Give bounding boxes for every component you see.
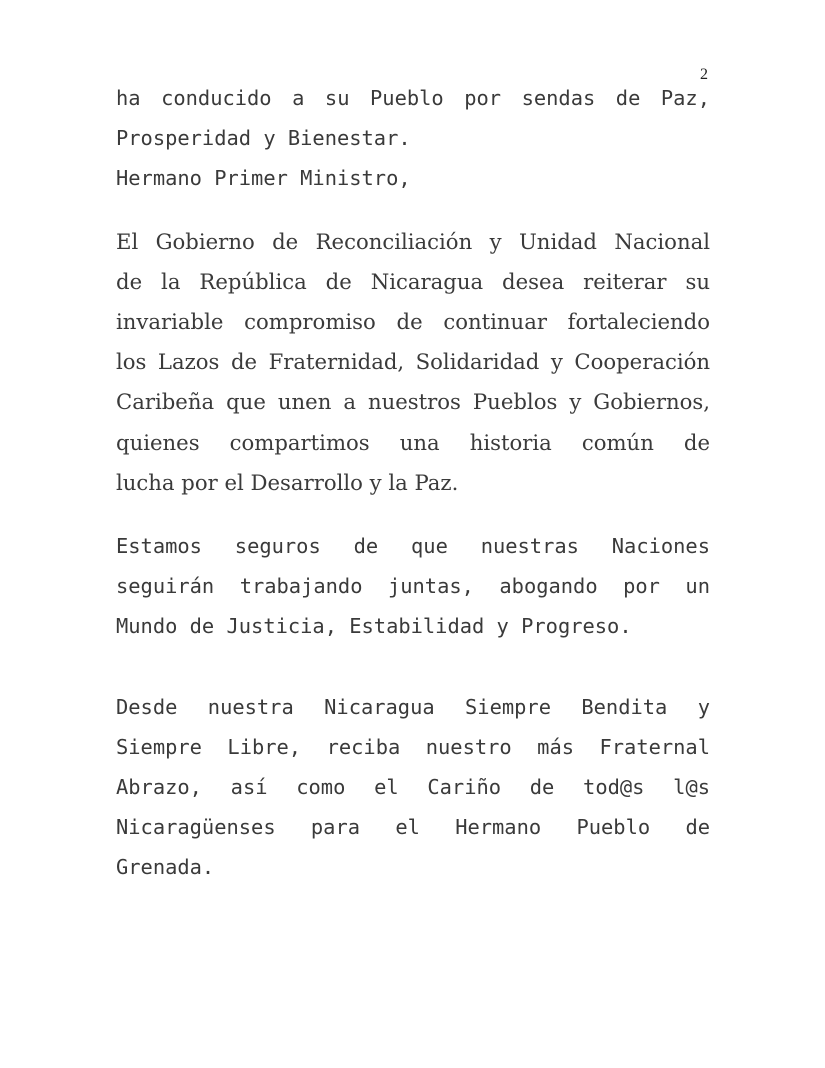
text-line: quienes compartimos una historia común de: [116, 429, 710, 455]
text-line: seguirán trabajando juntas, abogando por un: [116, 574, 710, 599]
text-line: los Lazos de Fraternidad, Solidaridad y Cooperación: [116, 349, 710, 375]
text-line: lucha por el Desarrollo y la Paz.: [116, 469, 459, 495]
text-line: El Gobierno de Reconciliación y Unidad Nacional: [116, 228, 710, 254]
text-line: Hermano Primer Ministro,: [116, 166, 411, 191]
text-line: Abrazo, así como el Cariño de tod@s l@s: [116, 775, 710, 800]
spacer: [116, 647, 710, 687]
text-line: Estamos seguros de que nuestras Naciones: [116, 534, 710, 559]
text-line: Desde nuestra Nicaragua Siempre Bendita y: [116, 694, 710, 719]
spacer: [116, 199, 710, 222]
document-body: [116, 78, 710, 888]
text-line: ha conducido a su Pueblo por sendas de Paz,: [116, 86, 710, 110]
text-line: Mundo de Justicia, Estabilidad y Progreso.: [116, 614, 632, 639]
paragraph-3: [116, 222, 710, 503]
spacer: [116, 503, 710, 526]
text-line: Caribeña que unen a nuestros Pueblos y Gobiernos,: [116, 389, 710, 415]
text-line: de la República de Nicaragua desea reiterar su: [116, 268, 710, 294]
paragraph-5: [116, 687, 710, 888]
paragraph-1: [116, 78, 710, 158]
text-line: Nicaragüenses para el Hermano Pueblo de: [116, 815, 710, 840]
page-number: 2: [700, 66, 708, 83]
paragraph-2: [116, 158, 710, 198]
text-line: Grenada.: [116, 855, 215, 880]
text-line: Prosperidad y Bienestar.: [116, 126, 411, 151]
paragraph-4: [116, 526, 710, 647]
text-line: Siempre Libre, reciba nuestro más Fraternal: [116, 734, 710, 759]
text-line: invariable compromiso de continuar fortaleciendo: [116, 309, 710, 335]
